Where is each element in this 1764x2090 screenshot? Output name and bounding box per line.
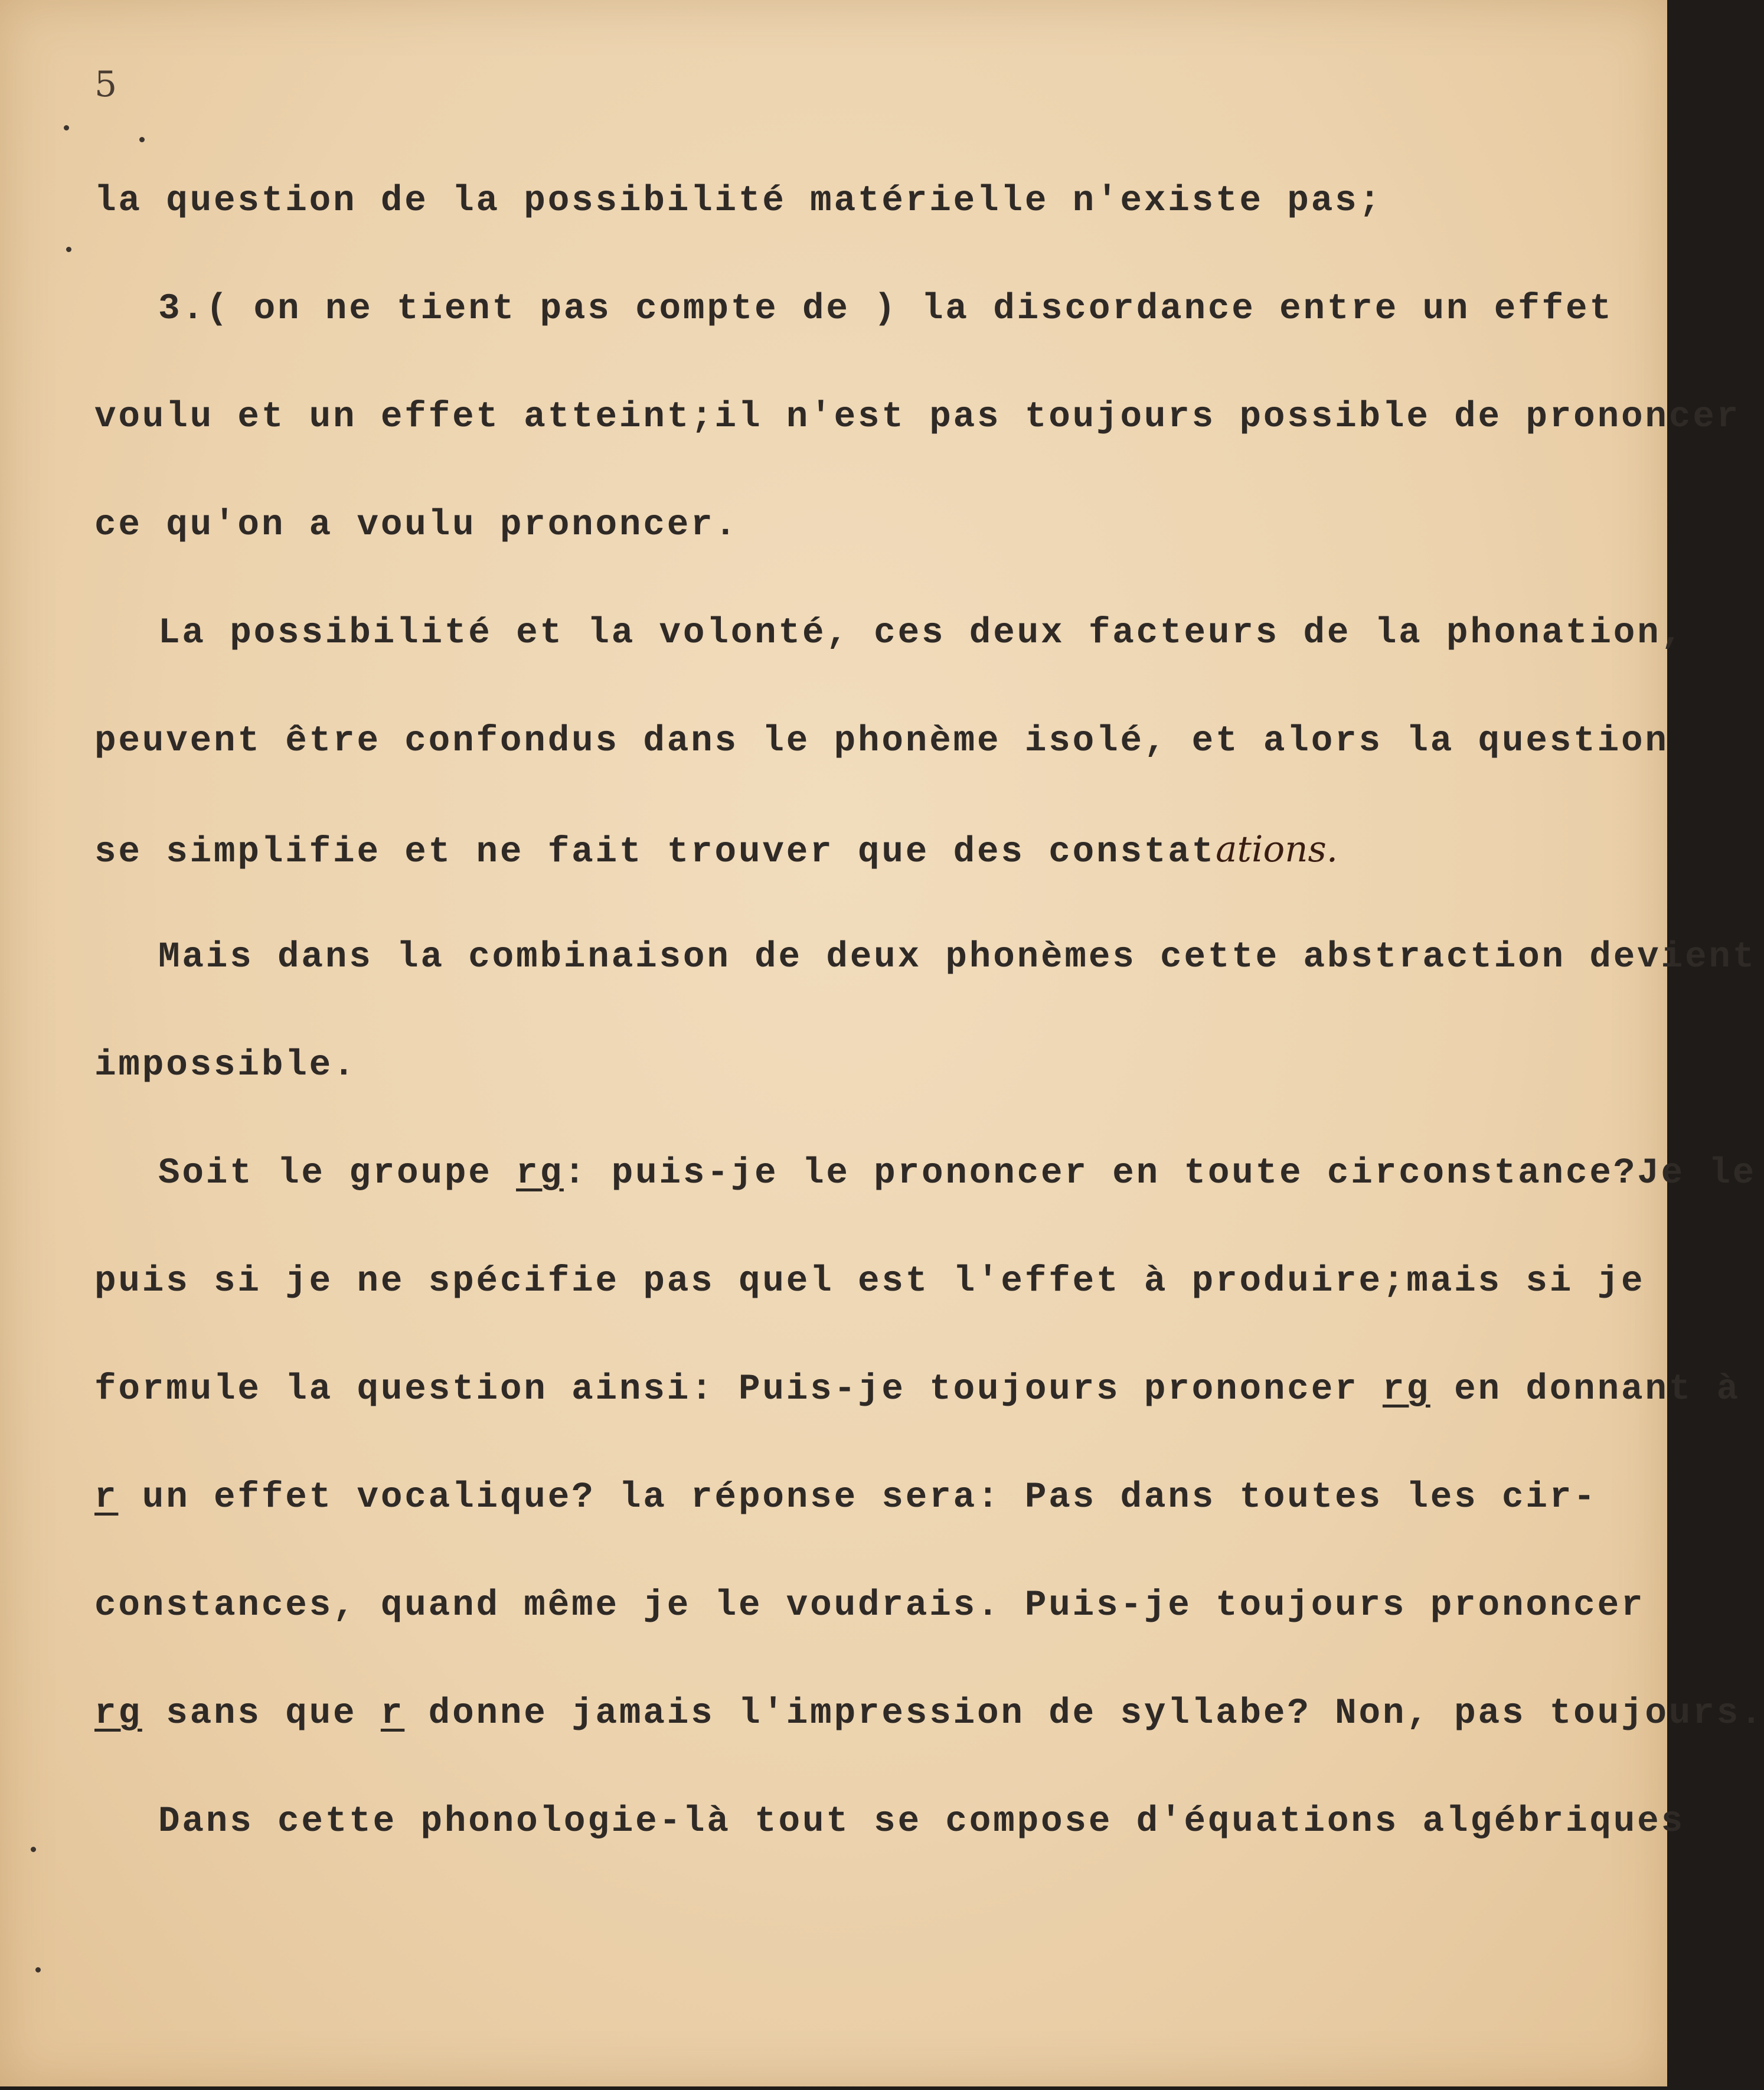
- text-line: 3.( on ne tient pas compte de ) la discordance entre un effet: [158, 289, 1613, 329]
- underlined-example: r: [94, 1477, 119, 1518]
- text-line: la question de la possibilité matérielle n'existe pas;: [94, 181, 1383, 221]
- text-line: formule la question ainsi: Puis-je toujours prononcer rg en donnant à: [94, 1369, 1741, 1410]
- text-line: rg sans que r donne jamais l'impression de syllabe? Non, pas toujours.: [94, 1693, 1764, 1734]
- text-line-with-handwritten-correction: [94, 823, 1338, 876]
- text-line: ce qu'on a voulu prononcer.: [94, 505, 739, 546]
- underlined-example: r: [380, 1693, 405, 1734]
- handwritten-correction: ations.: [1216, 828, 1338, 870]
- text-line: Mais dans la combinaison de deux phonèmes cette abstraction devient: [158, 937, 1757, 978]
- underlined-example: rg: [516, 1153, 564, 1194]
- paper-speck: [31, 1847, 36, 1852]
- text-line: impossible.: [94, 1045, 357, 1086]
- text-line: r un effet vocalique? la réponse sera: Pas dans toutes les cir-: [94, 1477, 1598, 1518]
- text-line: puis si je ne spécifie pas quel est l'effet à produire;mais si je: [94, 1261, 1645, 1302]
- text-line: voulu et un effet atteint;il n'est pas toujours possible de prononcer: [94, 397, 1741, 437]
- text-line: Dans cette phonologie-là tout se compose d'équations algébriques: [158, 1801, 1685, 1842]
- paper-speck: [139, 137, 145, 142]
- paper-speck: [64, 125, 69, 130]
- paper-speck: [66, 247, 71, 252]
- underlined-example: rg: [1382, 1369, 1430, 1410]
- typed-fragment: se simplifie et ne fait trouver que des constat: [94, 832, 1216, 873]
- paper-speck: [35, 1967, 41, 1973]
- text-line: Soit le groupe rg: puis-je le prononcer en toute circonstance?Je le: [158, 1153, 1757, 1194]
- page-number: 5: [94, 64, 117, 105]
- underlined-example: rg: [94, 1693, 142, 1734]
- text-line: La possibilité et la volonté, ces deux facteurs de la phonation,: [158, 613, 1685, 654]
- text-line: constances, quand même je le voudrais. Puis-je toujours prononcer: [94, 1585, 1645, 1626]
- text-line: peuvent être confondus dans le phonème isolé, et alors la question: [94, 721, 1669, 762]
